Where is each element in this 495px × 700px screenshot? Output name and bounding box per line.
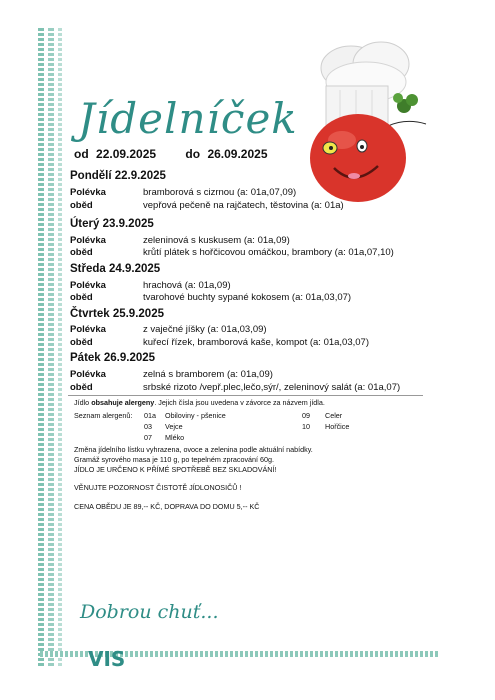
chef-hat-icon (321, 42, 409, 126)
footer-greeting: Dobrou chuť... (80, 601, 219, 623)
menu-title: Jídelníček (78, 94, 298, 143)
main-item: krůtí plátek s hořčicovou omáčkou, brambory (a: 01a,07,10) (143, 247, 394, 258)
vis-logo-text: VIS (88, 647, 126, 671)
note-line: Gramáž syrového masa je 110 g, po tepelném zpracování 60g. (74, 455, 275, 464)
allergen-note-post: . Jejich čísla jsou uvedena v závorce za názvem jídla. (154, 398, 325, 407)
tomato-face-icon (310, 114, 406, 202)
main-item: vepřová pečeně na rajčatech, těstovina (a: 01a) (143, 200, 344, 211)
left-stripe-inner (48, 28, 54, 668)
day-heading: Pondělí 22.9.2025 (70, 170, 166, 182)
main-label: oběd (70, 200, 93, 211)
allergen-name: Celer (325, 411, 343, 420)
main-label: oběd (70, 382, 93, 393)
soup-item: hrachová (a: 01a,09) (143, 280, 231, 291)
main-label: oběd (70, 292, 93, 303)
left-stripe-outer (38, 28, 44, 668)
soup-item: zeleninová s kuskusem (a: 01a,09) (143, 235, 290, 246)
main-label: oběd (70, 247, 93, 258)
allergen-name: Mléko (165, 433, 185, 442)
main-label: oběd (70, 337, 93, 348)
soup-label: Polévka (70, 235, 106, 246)
soup-label: Polévka (70, 324, 106, 335)
chef-tomato-mascot (296, 40, 446, 210)
herb-leaves-icon (388, 93, 426, 126)
allergen-code: 10 (302, 422, 310, 431)
allergen-note-pre: Jídlo (74, 398, 90, 407)
date-to: 26.09.2025 (207, 147, 268, 161)
soup-label: Polévka (70, 280, 106, 291)
vis-logo (88, 647, 125, 671)
allergen-note (74, 398, 325, 407)
date-from: 22.09.2025 (96, 147, 157, 161)
left-stripe-third (58, 28, 62, 668)
soup-label: Polévka (70, 369, 106, 380)
allergen-list-label: Seznam alergenů: (74, 411, 133, 420)
allergen-note-bold: obsahuje alergeny (91, 398, 155, 407)
date-from-label: od (74, 147, 89, 161)
allergen-code: 07 (144, 433, 152, 442)
note-line: VĚNUJTE POZORNOST ČISTOTĚ JÍDLONOSIČŮ ! (74, 483, 242, 492)
divider (68, 395, 423, 396)
allergen-code: 01a (144, 411, 156, 420)
main-item: kuřecí řízek, bramborová kaše, kompot (a: 01a,03,07) (143, 337, 369, 348)
allergen-code: 03 (144, 422, 152, 431)
note-line: JÍDLO JE URČENO K PŘÍMÉ SPOTŘEBĚ BEZ SKLADOVÁNÍ! (74, 465, 277, 474)
soup-label: Polévka (70, 187, 106, 198)
allergen-code: 09 (302, 411, 310, 420)
allergen-name: Hořčice (325, 422, 350, 431)
main-item: srbské rizoto /vepř.plec,lečo,sýr/, zeleninový salát (a: 01a,07) (143, 382, 401, 393)
soup-item: zelná s bramborem (a: 01a,09) (143, 369, 273, 380)
note-line: Změna jídelního lístku vyhrazena, ovoce a zelenina podle aktuální nabídky. (74, 445, 313, 454)
allergen-name: Vejce (165, 422, 183, 431)
allergen-name: Obiloviny - pšenice (165, 411, 226, 420)
day-heading: Středa 24.9.2025 (70, 263, 161, 275)
soup-item: z vaječné jíšky (a: 01a,03,09) (143, 324, 267, 335)
price-line: CENA OBĚDU JE 89,-- KČ, DOPRAVA DO DOMU 5,-- KČ (74, 502, 260, 511)
main-item: tvarohové buchty sypané kokosem (a: 01a,03,07) (143, 292, 352, 303)
day-heading: Čtvrtek 25.9.2025 (70, 308, 164, 320)
day-heading: Pátek 26.9.2025 (70, 352, 156, 364)
date-range (74, 147, 272, 161)
soup-item: bramborová s cizrnou (a: 01a,07,09) (143, 187, 297, 198)
date-to-label: do (185, 147, 201, 161)
day-heading: Úterý 23.9.2025 (70, 218, 154, 230)
